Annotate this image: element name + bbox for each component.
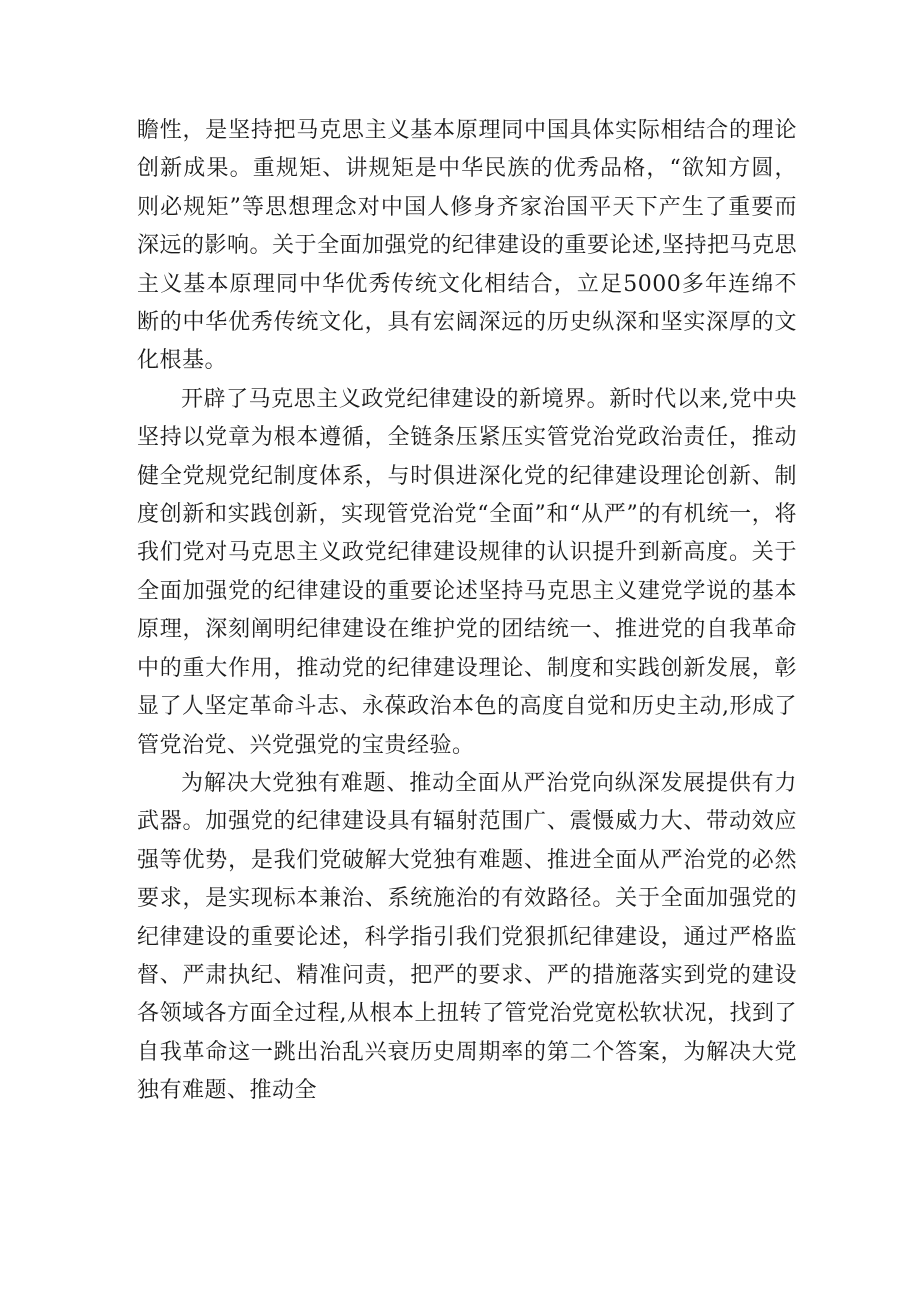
paragraph-continuation: 瞻性，是坚持把马克思主义基本原理同中国具体实际相结合的理论创新成果。重规矩、讲规矩是中华民族的优秀品格，“欲知方圆，则必规矩”等思想理念对中国人修身齐家治国平天下产生了重要而深远的影响。关于全面加强党的纪律建设的重要论述,坚持把马克思主义基本原理同中华优秀传统文化相结合，立足5000多年连绵不断的中华优秀传统文化，具有宏阔深远的历史纵深和坚实深厚的文化根基。 [137, 118, 797, 374]
paragraph-solving-problems: 为解决大党独有难题、推动全面从严治党向纵深发展提供有力武器。加强党的纪律建设具有辐射范围广、震慑威力大、带动效应强等优势，是我们党破解大党独有难题、推进全面从严治党的必然要求，是实现标本兼治、系统施治的有效路径。关于全面加强党的纪律建设的重要论述，科学指引我们党狠抓纪律建设，通过严格监督、严肃执纪、精准问责，把严的要求、严的措施落实到党的建设各领域各方面全过程,从根本上扭转了管党治党宽松软状况，找到了自我革命这一跳出治乱兴衰历史周期率的第二个答案，为解决大党独有难题、推动全 [137, 770, 797, 1104]
document-body [137, 112, 797, 1111]
paragraph-new-realm: 开辟了马克思主义政党纪律建设的新境界。新时代以来,党中央坚持以党章为根本遵循，全链条压紧压实管党治党政治责任，推动健全党规党纪制度体系，与时俱进深化党的纪律建设理论创新、制度创新和实践创新，实现管党治党“全面”和“从严”的有机统一，将我们党对马克思主义政党纪律建设规律的认识提升到新高度。关于全面加强党的纪律建设的重要论述坚持马克思主义建党学说的基本原理，深刻阐明纪律建设在维护党的团结统一、推进党的自我革命中的重大作用，推动党的纪律建设理论、制度和实践创新发展，彰显了人坚定革命斗志、永葆政治本色的高度自觉和历史主动,形成了管党治党、兴党强党的宝贵经验。 [137, 386, 797, 758]
